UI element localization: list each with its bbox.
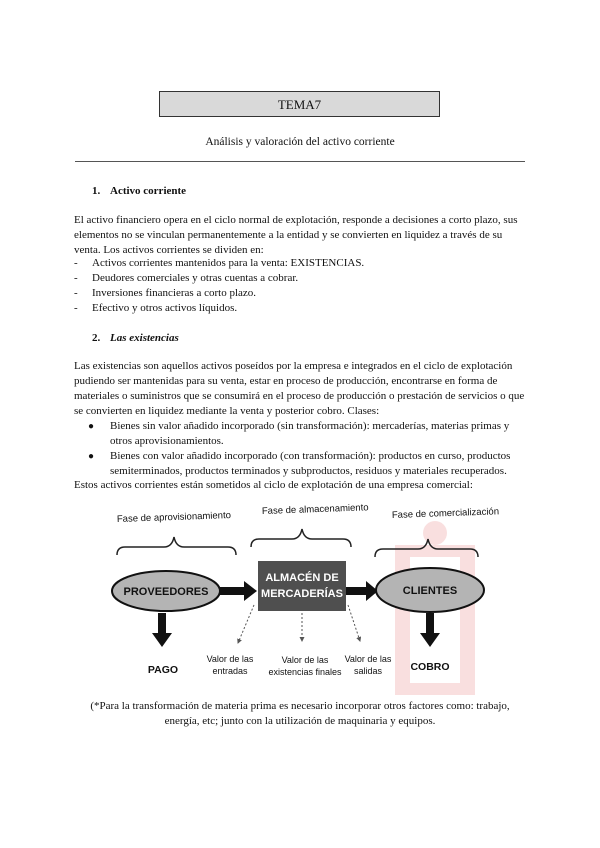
section-2-paragraph: Las existencias son aquellos activos poseídos por la empresa e integrados en el ciclo de explotación pudiendo ser mantenidas para su venta, estar en proceso de producción, encontrarse en forma de materiales o suministros que se consumirá en el proceso de producción o prestación de servicios o que se convierten en liquidez mediante la venta y posterior cobro. Clases: [74,360,525,417]
arrow-to-payment [152,613,172,647]
suppliers-label: PROVEEDORES [123,586,209,598]
entries-value-label-2: entradas [212,666,248,676]
dash-marker: - [74,272,78,284]
phase-supply-label: Fase de aprovisionamiento [116,510,232,525]
arrow-to-clients [346,581,378,601]
list-item-text: Efectivo y otros activos líquidos. [92,302,238,314]
list-item-text: Bienes sin valor añadido incorporado (sin transformación): mercaderías, materias primas y otros aprovisionamientos. [110,420,510,447]
footnote: (*Para la transformación de materia prima es necesario incorporar otros factores como: trabajo, energía, etc; junto con la utilización de maquinaria y equipos. [90,700,510,727]
list-item [74,419,529,449]
phase-sales-label: Fase de comercialización [391,506,500,521]
outputs-value-label-1: Valor de las [344,654,392,664]
list-item-text: Bienes con valor añadido incorporado (con transformación): productos en curso, productos semiterminados, productos terminados y subproductos, residuos y materiales recuperados. [110,450,511,477]
list-item-text: Activos corrientes mantenidos para la venta: EXISTENCIAS. [92,257,365,269]
arrow-to-warehouse [220,581,257,601]
document-subtitle: Análisis y valoración del activo corriente [205,136,395,148]
dash-marker: - [74,302,78,314]
warehouse-label-2: MERCADERÍAS [261,588,343,600]
warehouse-label-1: ALMACÉN DE [265,572,339,584]
section-2-title: Las existencias [110,332,179,344]
final-value-label-2: existencias finales [268,667,342,677]
dashed-arrow-outputs [348,605,360,641]
section-1-title: Activo corriente [110,185,187,197]
outputs-value-label-2: salidas [353,666,383,676]
list-item-text: Deudores comerciales y otras cuentas a cobrar. [92,272,299,284]
section-1-number: 1. [92,185,101,197]
section-1-list [74,256,529,316]
list-item [74,271,529,286]
collection-label: COBRO [410,661,450,673]
list-item [74,301,529,316]
section-2-closing: Estos activos corrientes están sometidos al ciclo de explotación de una empresa comercial: [74,479,473,491]
entries-value-label-1: Valor de las [206,654,254,664]
dashed-arrow-entries [238,605,254,643]
phase-storage-label: Fase de almacenamiento [261,502,369,517]
section-2-list [74,419,529,479]
dash-marker: - [74,257,78,269]
final-value-label-1: Valor de las [281,655,329,665]
section-2-number: 2. [92,332,101,344]
warehouse-node [258,561,346,611]
section-2-heading [92,332,179,344]
clients-label: CLIENTES [402,585,458,597]
list-item [74,449,529,479]
dash-marker: - [74,287,78,299]
section-1-heading [92,185,186,197]
brace-storage [251,529,351,547]
list-item-text: Inversiones financieras a corto plazo. [92,287,257,299]
bullet-marker: ● [88,421,95,432]
commercial-cycle-diagram [0,495,600,695]
brace-supply [117,537,236,555]
payment-label: PAGO [147,664,179,676]
section-1-paragraph: El activo financiero opera en el ciclo normal de explotación, responde a decisiones a corto plazo, sus elementos no se vinculan permanentemente a la entidad y se convierten en liquidez a través de su venta. Los activos corrientes se dividen en: [74,214,518,256]
document-title: TEMA7 [159,91,440,117]
list-item [74,286,529,301]
list-item [74,256,529,271]
divider [75,161,525,162]
bullet-marker: ● [88,451,95,462]
